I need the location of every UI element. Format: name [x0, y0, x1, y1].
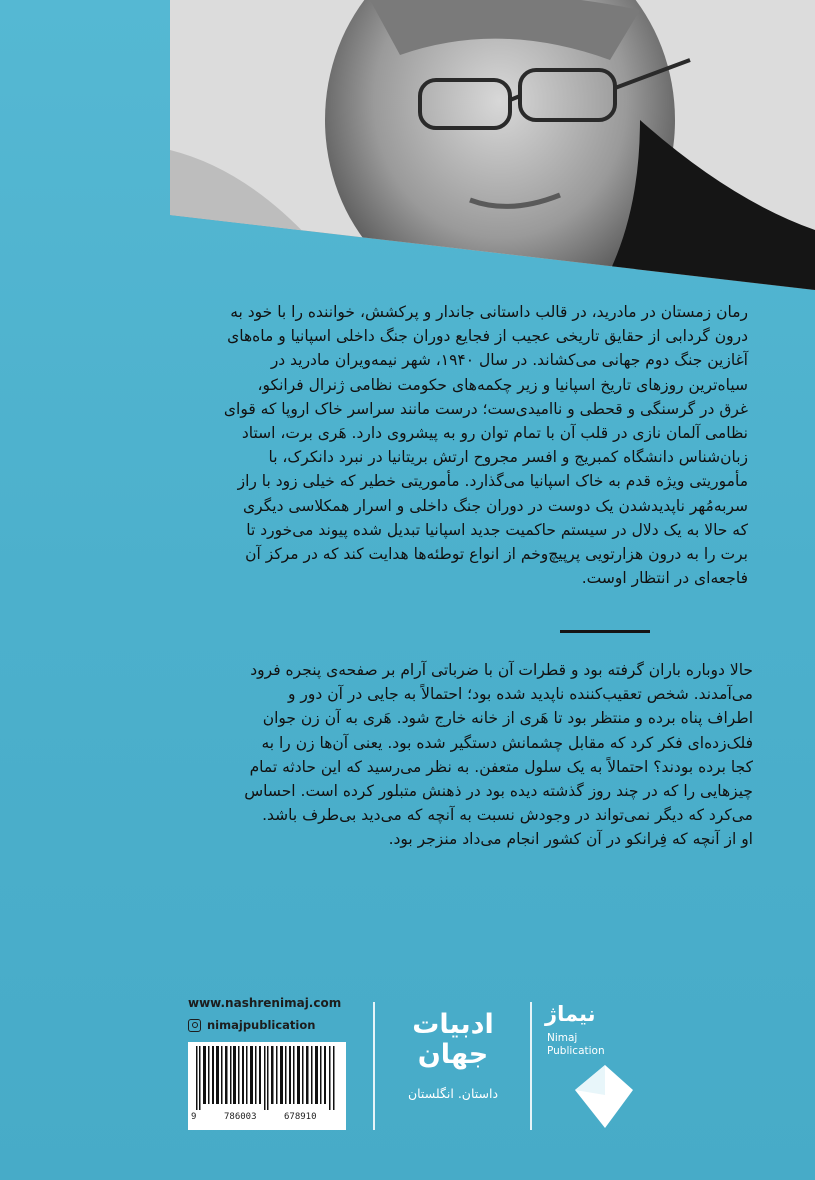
instagram-handle: nimajpublication — [207, 1018, 316, 1032]
author-portrait-illustration — [170, 0, 815, 290]
footer-separator-right — [530, 1002, 532, 1130]
publisher-name-line-1: Nimaj — [547, 1032, 578, 1044]
series-title-line-1: ادبیات — [412, 1009, 494, 1040]
synopsis-line: غرق در گرسنگی و قحطی و ناامیدی‌ست؛ درست مانند سراسر خاک اروپا که قوای — [223, 399, 748, 418]
publisher-name — [547, 1032, 605, 1058]
synopsis-line: سربه‌مُهر ناپدیدشدن یک دوست در دوران جنگ داخلی و اسرار همکلاسی دیگری — [243, 496, 748, 515]
publisher-book-icon — [565, 1060, 637, 1132]
instagram-icon — [188, 1019, 201, 1032]
barcode-digit-group-right: 678910 — [284, 1112, 317, 1122]
synopsis-line: مأموریتی ویژه قدم به خاک اسپانیا می‌گذارد. مأموریتی خطیر که خیلی زود با راز — [237, 472, 748, 491]
synopsis-line: درون گردابی از حقایق تاریخی عجیب از فجایع دوران جنگ داخلی اسپانیا و ماه‌های — [227, 327, 748, 346]
synopsis-line: نظامی آلمان نازی در قلب آن با تمام توان رو به پیشروی دارد. هَری برت، استاد — [241, 424, 748, 443]
barcode-digit-prefix: 9 — [191, 1112, 197, 1122]
barcode-digit-group-left: 786003 — [224, 1112, 257, 1122]
synopsis-line: که حالا به یک دلال در سیستم حاکمیت جدید اسپانیا تبدیل شده پیوند می‌خورد تا — [246, 520, 748, 539]
excerpt-line: فلک‌زده‌ای فکر کرد که مقابل چشمانش دستگیر شده بود. یعنی آن‌ها زن را به — [261, 733, 753, 752]
instagram-handle-row — [188, 1018, 315, 1032]
excerpt-line: می‌کرد که دیگر نمی‌تواند در وجودش نسبت به آنچه که می‌دید بی‌طرف باشد. — [262, 806, 753, 825]
synopsis-line: آغازین جنگ دوم جهانی می‌کشاند. در سال ۱۹۴۰، شهر نیمه‌ویران مادرید در — [270, 351, 748, 370]
publisher-name-line-2: Publication — [547, 1045, 605, 1057]
excerpt-line: کجا برده بودند؟ احتمالاً به یک سلول متعفن. به نظر می‌رسید که این حادثه تمام — [249, 757, 753, 776]
barcode-bars — [196, 1046, 338, 1110]
synopsis-line: زبان‌شناس دانشگاه کمبریج و افسر مجروح ارتش بریتانیا در نبرد دانکرک، با — [268, 448, 748, 467]
website-url: www.nashrenimaj.com — [188, 996, 342, 1010]
series-subtitle: داستان. انگلستان — [407, 1086, 499, 1101]
publisher-footer — [0, 990, 815, 1180]
excerpt-line: می‌آمدند. شخص تعقیب‌کننده ناپدید شده بود؛ احتمالاً به جایی در آن دور و — [288, 685, 753, 704]
synopsis-line: برت را به درون هزارتویی پرپیچ‌وخم از انواع توطئه‌ها هدایت کند که در مرکز آن — [245, 545, 748, 564]
footer-separator-left — [373, 1002, 375, 1130]
series-title-line-2: جهان — [417, 1039, 489, 1070]
excerpt-line: حالا دوباره باران گرفته بود و قطرات آن با ضرباتی آرام بر صفحه‌ی پنجره فرود — [250, 661, 753, 679]
publisher-logo-text: نیماژ — [545, 1002, 596, 1026]
series-logo — [388, 1010, 518, 1140]
section-divider — [560, 630, 650, 633]
synopsis-line: سیاه‌ترین روزهای تاریخ اسپانیا و زیر چکمه‌های حکومت نظامی ژنرال فرانکو، — [257, 375, 748, 394]
isbn-barcode — [188, 1042, 346, 1130]
book-synopsis — [158, 300, 748, 590]
author-photo — [170, 0, 815, 290]
synopsis-line: رمان زمستان در مادرید، در قالب داستانی جاندار و پرکشش، خواننده را با خود به — [230, 303, 748, 321]
publisher-logo — [545, 1002, 665, 1142]
book-excerpt — [60, 658, 753, 852]
excerpt-line: چیزهایی را که در چند روز گذشته دیده بود در ذهنش متبلور کرده است. احساس — [244, 782, 753, 801]
excerpt-line: اطراف پناه برده و منتظر بود تا هَری از خانه خارج شود. هَری به آن زن جوان — [262, 709, 753, 728]
synopsis-line: فاجعه‌ای در انتظار اوست. — [581, 569, 748, 588]
excerpt-line: او از آنچه که فِرانکو در آن کشور انجام می‌داد منزجر بود. — [388, 830, 753, 849]
